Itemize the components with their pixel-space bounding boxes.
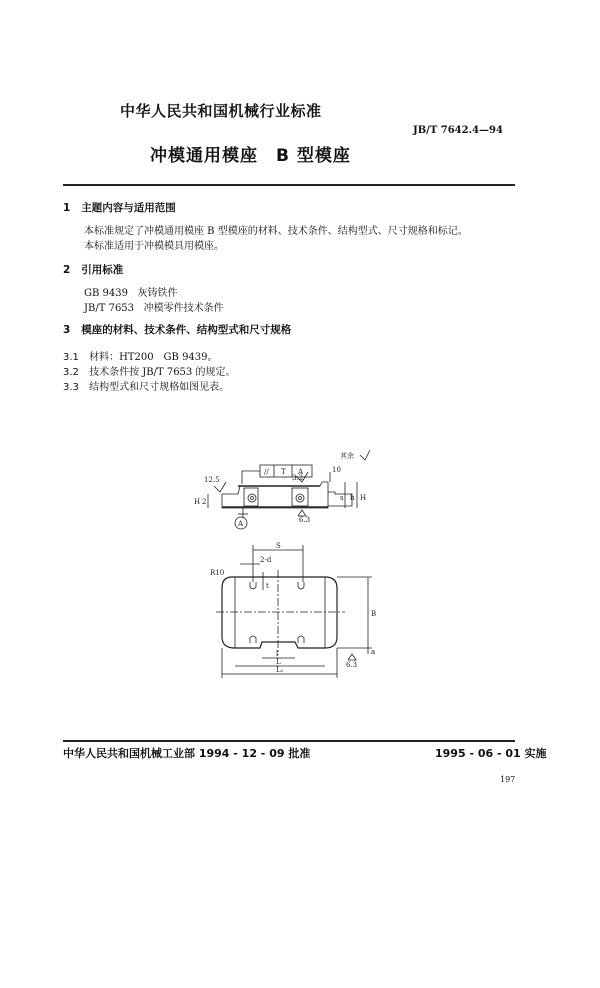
dim-L1-label: L₁	[276, 666, 284, 674]
header-divider	[63, 184, 515, 186]
dim-h-label: h	[350, 494, 355, 502]
section-1-heading	[63, 200, 176, 215]
dim-L-label: L	[276, 658, 281, 666]
clause-text: 材料：HT200 GB 9439。	[89, 352, 218, 363]
dim-d-label: 2-d	[260, 556, 272, 564]
dim-S-label: S	[276, 542, 281, 550]
section-number: 1	[63, 202, 71, 214]
implementation-date: 1995 - 06 - 01 实施	[435, 747, 547, 760]
roughness-rest-label: 其余	[340, 452, 354, 460]
clause-text: 技术条件按 JB/T 7653 的规定。	[89, 367, 236, 378]
reference-name: 灰铸铁件	[137, 288, 178, 299]
section-title: 引用标准	[81, 264, 124, 276]
dim-l-label: l	[276, 650, 279, 658]
reference-code: GB 9439	[84, 288, 128, 299]
plan-roughness-label: 6.3	[346, 661, 358, 669]
dim-half-label: 2	[202, 498, 207, 506]
clause-number: 3.2	[63, 367, 79, 378]
reference-name: 冲模零件技术条件	[143, 303, 224, 314]
dim-side-label: a	[371, 648, 376, 656]
dim-B-label: B	[371, 610, 377, 618]
reference-code: JB/T 7653	[84, 303, 135, 314]
section-2-heading	[63, 262, 123, 277]
section-title: 模座的材料、技术条件、结构型式和尺寸规格	[81, 324, 292, 336]
standard-code: JB/T 7642.4—94	[413, 125, 503, 136]
dim-H-right-label: H	[360, 494, 367, 502]
datum-label: A	[238, 520, 244, 528]
reference-item	[84, 299, 224, 314]
section-title: 主题内容与适用范围	[81, 202, 176, 214]
footer-divider	[63, 740, 515, 742]
page-number: 197	[500, 775, 516, 784]
approval-note: 中华人民共和国机械工业部 1994 - 12 - 09 批准	[63, 747, 311, 760]
tolerance-value: T	[281, 468, 286, 476]
reference-item	[84, 284, 178, 299]
section-1-paragraph-1: 本标准规定了冲模通用模座 B 型模座的材料、技术条件、结构型式、尺寸规格和标记。	[84, 226, 468, 237]
clause-text: 结构型式和尺寸规格如图见表。	[89, 382, 230, 393]
roughness-left: 12.5	[204, 476, 220, 484]
dim-s-label: s	[340, 494, 344, 502]
dim-t-label: t	[266, 582, 269, 590]
dim-top-label: 10	[332, 466, 341, 474]
roughness-bottom: 6.3	[299, 516, 311, 524]
section-3-heading	[63, 322, 291, 337]
clause-number: 3.1	[63, 352, 79, 363]
document-title: 冲模通用模座 B 型模座	[150, 146, 351, 166]
dim-H-label: H	[194, 498, 201, 506]
side-view-drawing	[180, 420, 400, 530]
tolerance-symbol: //	[264, 468, 269, 476]
clause-3-3	[63, 375, 229, 394]
section-number: 2	[63, 264, 71, 276]
plan-view-drawing	[190, 530, 390, 690]
tolerance-datum: A	[298, 468, 304, 476]
radius-label: R10	[210, 569, 225, 577]
issuing-organization: 中华人民共和国机械行业标准	[120, 102, 322, 120]
section-number: 3	[63, 324, 71, 336]
clause-number: 3.3	[63, 382, 79, 393]
section-1-paragraph-2: 本标准适用于冲模模具用模座。	[84, 241, 224, 252]
roughness-right: 3.2	[292, 474, 304, 482]
